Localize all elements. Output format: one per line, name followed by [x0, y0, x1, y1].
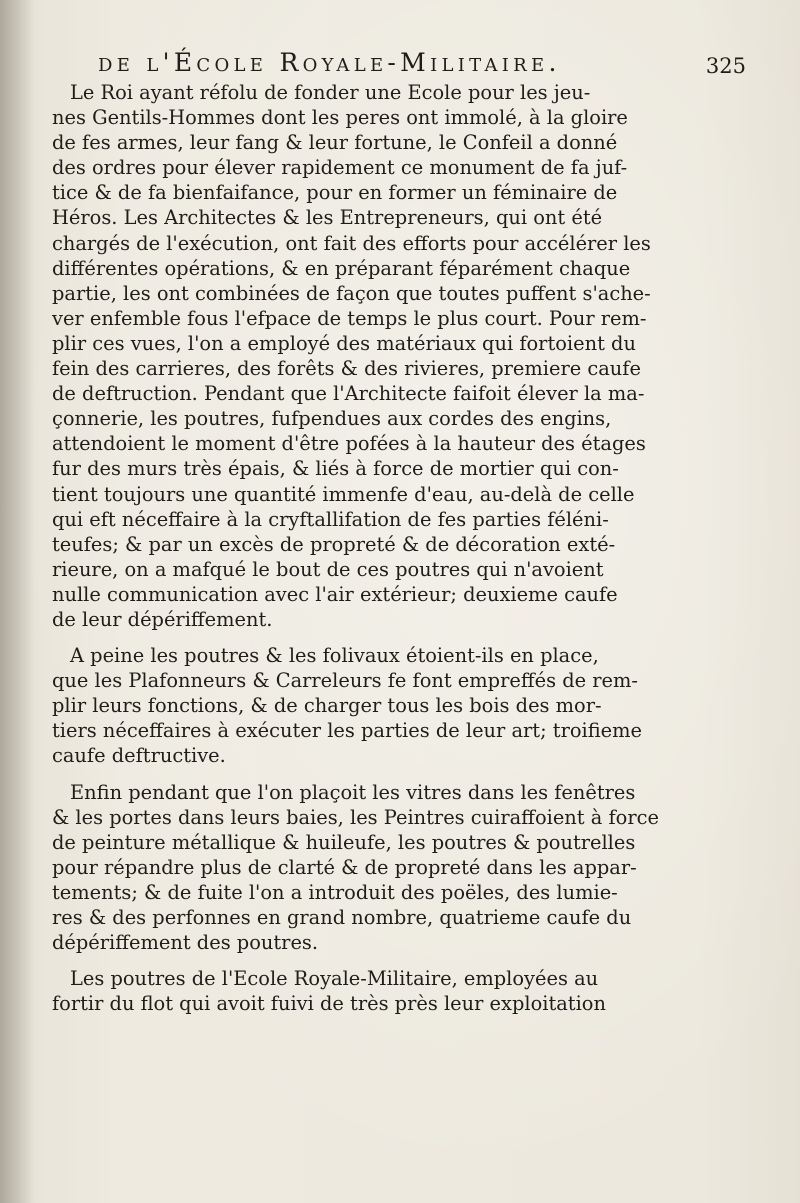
- paragraph: [52, 780, 752, 956]
- text-line: çonnerie, les poutres, fufpendues aux cordes des engins,: [52, 407, 612, 431]
- text-line: Héros. Les Architectes & les Entrepreneurs, qui ont été: [52, 206, 603, 230]
- text-line: Le Roi ayant réfolu de fonder une Ecole pour les jeu-: [70, 81, 591, 104]
- paragraph-gap: [52, 632, 752, 643]
- text-line: fur des murs très épais, & liés à force de mortier qui con-: [52, 457, 619, 481]
- text-line: de peinture métallique & huileufe, les poutres & poutrelles: [52, 830, 636, 854]
- text-line: dépériffement des poutres.: [52, 931, 319, 955]
- text-line: tice & de fa bienfaifance, pour en former un féminaire de: [52, 181, 618, 205]
- text-line: caufe deftructive.: [52, 744, 226, 768]
- text-line: fortir du flot qui avoit fuivi de très près leur exploitation: [52, 992, 606, 1016]
- paragraph: [52, 80, 752, 632]
- text-line: de deftruction. Pendant que l'Architecte faifoit élever la ma-: [52, 382, 645, 406]
- running-title: de l'École Royale-Militaire.: [98, 48, 561, 77]
- text-line: nulle communication avec l'air extérieur; deuxieme caufe: [52, 582, 618, 606]
- text-line: rieure, on a mafqué le bout de ces poutres qui n'avoient: [52, 557, 604, 581]
- page-number: 325: [705, 54, 746, 78]
- text-line: res & des perfonnes en grand nombre, quatrieme caufe du: [52, 906, 632, 929]
- text-line: plir ces vues, l'on a employé des matériaux qui fortoient du: [52, 331, 636, 355]
- paragraph: [52, 643, 752, 768]
- paragraph-gap: [52, 769, 752, 780]
- text-line: ver enfemble fous l'efpace de temps le plus court. Pour rem-: [52, 306, 647, 330]
- text-line: A peine les poutres & les folivaux étoient-ils en place,: [70, 644, 599, 668]
- text-line: de fes armes, leur fang & leur fortune, le Confeil a donné: [52, 131, 618, 155]
- text-line: Enfin pendant que l'on plaçoit les vitres dans les fenêtres: [70, 780, 636, 804]
- text-line: plir leurs fonctions, & de charger tous les bois des mor-: [52, 694, 602, 718]
- text-line: fein des carrieres, des forêts & des rivieres, premiere caufe: [52, 357, 641, 381]
- text-line: chargés de l'exécution, ont fait des efforts pour accélérer les: [52, 231, 651, 255]
- text-line: teufes; & par un excès de propreté & de décoration exté-: [52, 532, 616, 556]
- paragraph-gap: [52, 955, 752, 966]
- text-line: nes Gentils-Hommes dont les peres ont immolé, à la gloire: [52, 106, 628, 130]
- text-line: tient toujours une quantité immenfe d'eau, au-delà de celle: [52, 482, 635, 506]
- text-line: tements; & de fuite l'on a introduit des poëles, des lumie-: [52, 880, 618, 904]
- text-line: tiers néceffaires à exécuter les parties de leur art; troifieme: [52, 719, 643, 743]
- binding-shadow: [0, 0, 34, 1203]
- text-line: que les Plafonneurs & Carreleurs fe font empreffés de rem-: [52, 669, 638, 693]
- text-line: différentes opérations, & en préparant féparément chaque: [52, 256, 631, 280]
- text-line: qui eft néceffaire à la cryftallifation de fes parties féléni-: [52, 507, 609, 531]
- text-line: Les poutres de l'Ecole Royale-Militaire, employées au: [70, 967, 599, 991]
- text-line: partie, les ont combinées de façon que toutes puffent s'ache-: [52, 281, 651, 305]
- paragraph: [52, 966, 752, 1016]
- running-head: [98, 44, 746, 84]
- text-line: pour répandre plus de clarté & de propreté dans les appar-: [52, 855, 637, 879]
- text-line: & les portes dans leurs baies, les Peintres cuiraffoient à force: [52, 805, 659, 829]
- body-text: [52, 80, 752, 1016]
- text-line: des ordres pour élever rapidement ce monument de fa juf-: [52, 156, 628, 180]
- text-line: de leur dépériffement.: [52, 607, 273, 631]
- text-line: attendoient le moment d'être pofées à la hauteur des étages: [52, 432, 646, 456]
